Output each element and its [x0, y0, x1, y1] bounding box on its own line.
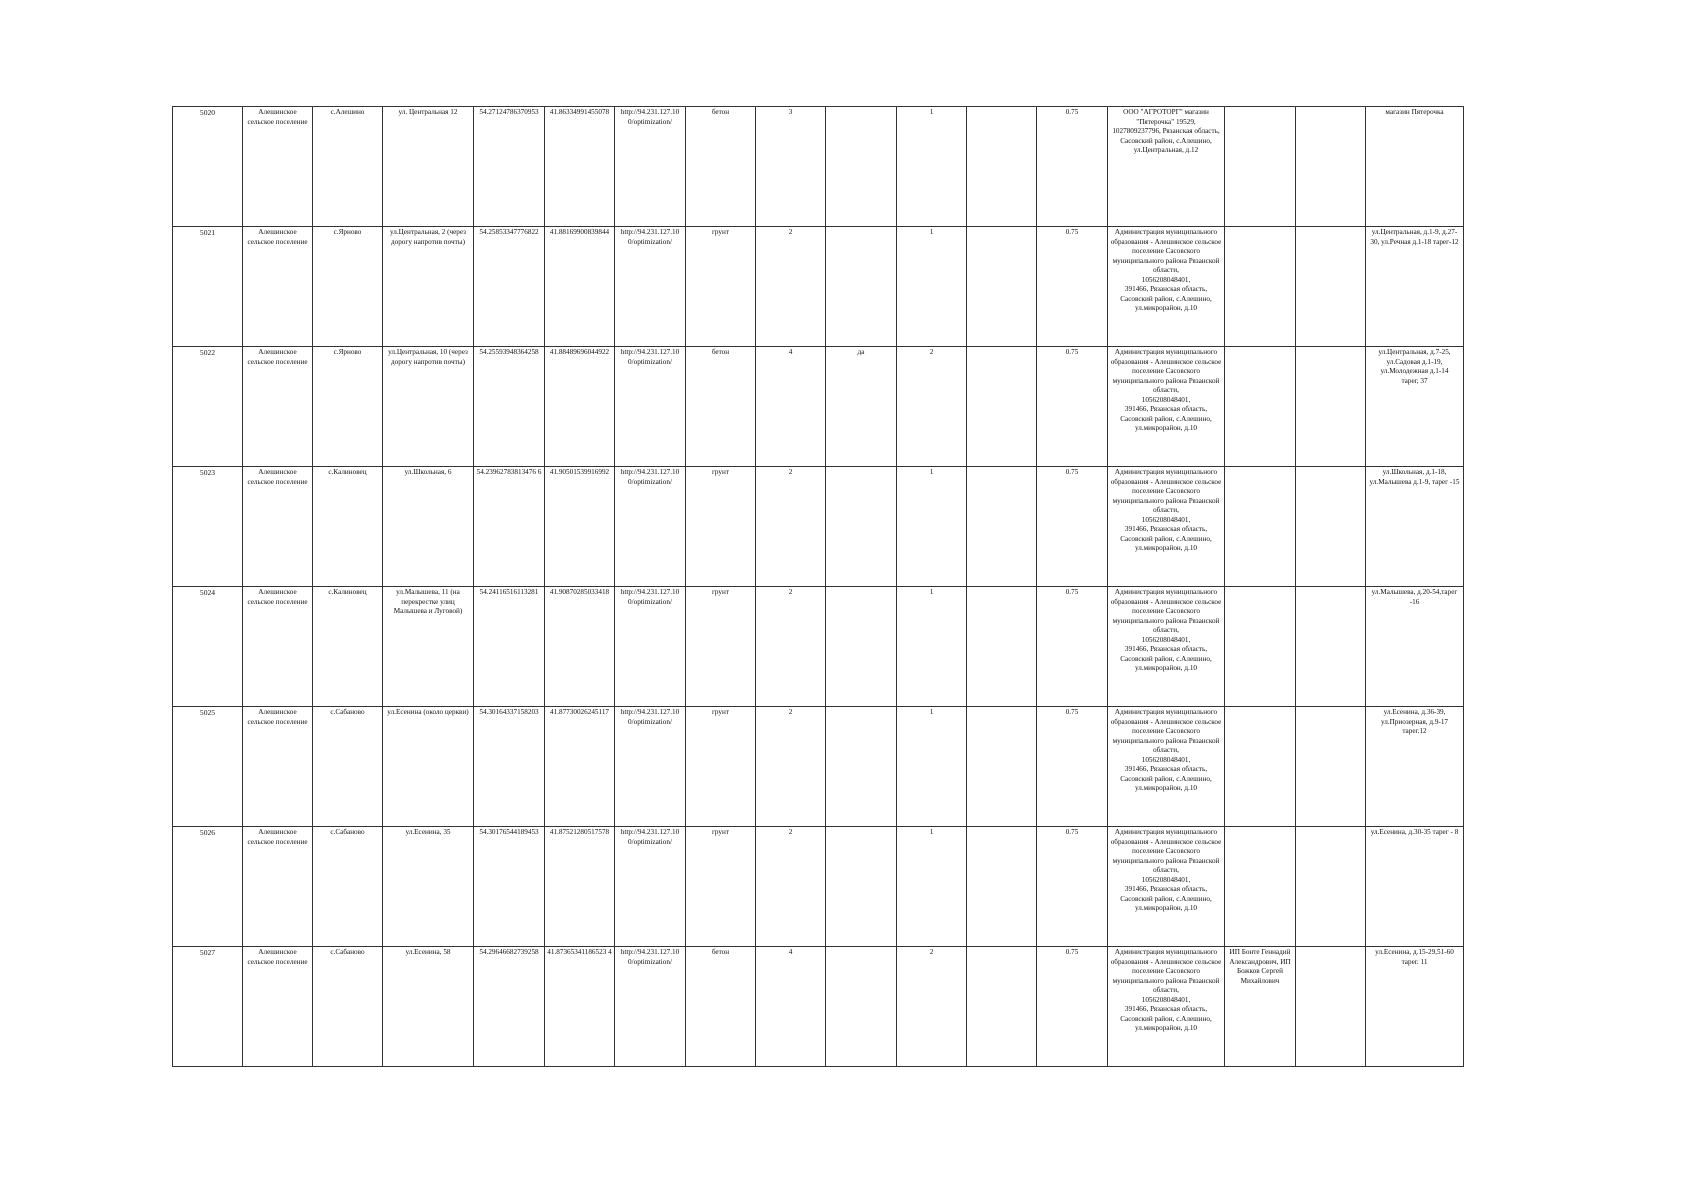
bins-count-cell: 1 — [897, 827, 967, 947]
other-source-cell — [1225, 827, 1296, 947]
area-cell: 2 — [756, 467, 826, 587]
note-cell — [1296, 827, 1366, 947]
bin-volume-cell: 0.75 — [1037, 467, 1108, 587]
area-cell: 4 — [756, 947, 826, 1067]
owner-cell: Администрация муниципального образования - Алешинское сельское поселение Сасовского муниципального района Рязанской области, 1056208048401, 391466, Рязанская область, Сасовский район, с.Алешино, ул.микрорайон, д.10 — [1108, 467, 1225, 587]
served-objects-cell: магазин Пятерочка — [1366, 107, 1464, 227]
note-cell — [1296, 947, 1366, 1067]
owner-cell: Администрация муниципального образования - Алешинское сельское поселение Сасовского муниципального района Рязанской области, 1056208048401, 391466, Рязанская область, Сасовский район, с.Алешино, ул.микрорайон, д.10 — [1108, 827, 1225, 947]
owner-cell: Администрация муниципального образования - Алешинское сельское поселение Сасовского муниципального района Рязанской области, 1056208048401, 391466, Рязанская область, Сасовский район, с.Алешино, ул.микрорайон, д.10 — [1108, 707, 1225, 827]
other-source-cell — [1225, 347, 1296, 467]
map-link-cell[interactable]: http://94.231.127.10 0/optimization/ — [615, 587, 686, 707]
longitude-cell: 41.87365341186523 4 — [545, 947, 615, 1067]
bins-count-cell: 1 — [897, 467, 967, 587]
other-source-cell — [1225, 467, 1296, 587]
surface-cell: грунт — [686, 587, 756, 707]
bin-volume-cell: 0.75 — [1037, 587, 1108, 707]
address-cell: ул.Малышева, 11 (на перекрестке улиц Малышева и Луговой) — [383, 587, 474, 707]
row-number: 5026 — [173, 827, 243, 947]
address-cell: ул. Центральная 12 — [383, 107, 474, 227]
map-link-cell[interactable]: http://94.231.127.10 0/optimization/ — [615, 467, 686, 587]
longitude-cell: 41.86334991455078 — [545, 107, 615, 227]
row-number: 5024 — [173, 587, 243, 707]
bins-count-cell: 2 — [897, 347, 967, 467]
longitude-cell: 41.88169900839844 — [545, 227, 615, 347]
fence-cell — [826, 467, 897, 587]
village-cell: с.Ярново — [313, 227, 383, 347]
area-cell: 3 — [756, 107, 826, 227]
planned-bins-cell — [967, 107, 1037, 227]
note-cell — [1296, 347, 1366, 467]
other-source-cell — [1225, 107, 1296, 227]
fence-cell: да — [826, 347, 897, 467]
village-cell: с.Сабаново — [313, 707, 383, 827]
bins-count-cell: 1 — [897, 707, 967, 827]
planned-bins-cell — [967, 467, 1037, 587]
surface-cell: бетон — [686, 947, 756, 1067]
settlement-cell: Алешинское сельское поселение — [243, 227, 313, 347]
village-cell: с.Калиновец — [313, 467, 383, 587]
row-number: 5025 — [173, 707, 243, 827]
address-cell: ул.Есенина (около церкви) — [383, 707, 474, 827]
planned-bins-cell — [967, 947, 1037, 1067]
table-body — [173, 107, 1464, 1067]
served-objects-cell: ул.Центральная, д.1-9, д.27-30, ул.Речная д.1-18 тарег-12 — [1366, 227, 1464, 347]
latitude-cell: 54.25853347776822 — [474, 227, 545, 347]
surface-cell: грунт — [686, 467, 756, 587]
planned-bins-cell — [967, 227, 1037, 347]
address-cell: ул.Центральная, 10 (через дорогу напротив почты) — [383, 347, 474, 467]
latitude-cell: 54.25593948364258 — [474, 347, 545, 467]
served-objects-cell: ул.Есенина, д.30-35 тарег - 8 — [1366, 827, 1464, 947]
fence-cell — [826, 227, 897, 347]
latitude-cell: 54.24116516113281 — [474, 587, 545, 707]
latitude-cell: 54.30164337158203 — [474, 707, 545, 827]
area-cell: 2 — [756, 707, 826, 827]
planned-bins-cell — [967, 707, 1037, 827]
other-source-cell — [1225, 707, 1296, 827]
note-cell — [1296, 107, 1366, 227]
longitude-cell: 41.87730026245117 — [545, 707, 615, 827]
latitude-cell: 54.23962783813476 6 — [474, 467, 545, 587]
owner-cell: Администрация муниципального образования - Алешинское сельское поселение Сасовского муниципального района Рязанской области, 1056208048401, 391466, Рязанская область, Сасовский район, с.Алешино, ул.микрорайон, д.10 — [1108, 227, 1225, 347]
address-cell: ул.Центральная, 2 (через дорогу напротив почты) — [383, 227, 474, 347]
village-cell: с.Алешино — [313, 107, 383, 227]
longitude-cell: 41.90501539916992 — [545, 467, 615, 587]
fence-cell — [826, 587, 897, 707]
planned-bins-cell — [967, 827, 1037, 947]
table-row — [173, 707, 1464, 827]
owner-cell: ООО "АГРОТОРГ" магазин "Пятерочка" 19529, 1027809237796, Рязанская область, Сасовский район, с.Алешино, ул.Центральная, д.12 — [1108, 107, 1225, 227]
note-cell — [1296, 467, 1366, 587]
bin-volume-cell: 0.75 — [1037, 707, 1108, 827]
surface-cell: грунт — [686, 707, 756, 827]
owner-cell: Администрация муниципального образования - Алешинское сельское поселение Сасовского муниципального района Рязанской области, 1056208048401, 391466, Рязанская область, Сасовский район, с.Алешино, ул.микрорайон, д.10 — [1108, 947, 1225, 1067]
map-link-cell[interactable]: http://94.231.127.10 0/optimization/ — [615, 107, 686, 227]
settlement-cell: Алешинское сельское поселение — [243, 107, 313, 227]
area-cell: 2 — [756, 227, 826, 347]
address-cell: ул.Есенина, 35 — [383, 827, 474, 947]
table-row — [173, 107, 1464, 227]
bins-count-cell: 2 — [897, 947, 967, 1067]
map-link-cell[interactable]: http://94.231.127.10 0/optimization/ — [615, 227, 686, 347]
longitude-cell: 41.90870285033418 — [545, 587, 615, 707]
note-cell — [1296, 227, 1366, 347]
longitude-cell: 41.88489696044922 — [545, 347, 615, 467]
row-number: 5020 — [173, 107, 243, 227]
bins-count-cell: 1 — [897, 107, 967, 227]
planned-bins-cell — [967, 587, 1037, 707]
bin-volume-cell: 0.75 — [1037, 347, 1108, 467]
map-link-cell[interactable]: http://94.231.127.10 0/optimization/ — [615, 827, 686, 947]
surface-cell: бетон — [686, 107, 756, 227]
area-cell: 2 — [756, 587, 826, 707]
longitude-cell: 41.87521280517578 — [545, 827, 615, 947]
bins-count-cell: 1 — [897, 227, 967, 347]
owner-cell: Администрация муниципального образования - Алешинское сельское поселение Сасовского муниципального района Рязанской области, 1056208048401, 391466, Рязанская область, Сасовский район, с.Алешино, ул.микрорайон, д.10 — [1108, 347, 1225, 467]
village-cell: с.Сабаново — [313, 827, 383, 947]
bin-volume-cell: 0.75 — [1037, 107, 1108, 227]
served-objects-cell: ул.Есенина, д.15-29,51-60 тарег. 11 — [1366, 947, 1464, 1067]
address-cell: ул.Школьная, 6 — [383, 467, 474, 587]
bin-volume-cell: 0.75 — [1037, 827, 1108, 947]
table-row — [173, 587, 1464, 707]
waste-sites-table — [172, 106, 1464, 1067]
settlement-cell: Алешинское сельское поселение — [243, 827, 313, 947]
fence-cell — [826, 707, 897, 827]
row-number: 5022 — [173, 347, 243, 467]
latitude-cell: 54.27124786370953 — [474, 107, 545, 227]
map-link-cell[interactable]: http://94.231.127.10 0/optimization/ — [615, 347, 686, 467]
table-row — [173, 347, 1464, 467]
surface-cell: бетон — [686, 347, 756, 467]
village-cell: с.Сабаново — [313, 947, 383, 1067]
served-objects-cell: ул.Центральная, д.7-25, ул.Садовая д.1-19, ул.Молодежная д.1-14 тарег, 37 — [1366, 347, 1464, 467]
settlement-cell: Алешинское сельское поселение — [243, 587, 313, 707]
row-number: 5027 — [173, 947, 243, 1067]
address-cell: ул.Есенина, 58 — [383, 947, 474, 1067]
owner-cell: Администрация муниципального образования - Алешинское сельское поселение Сасовского муниципального района Рязанской области, 1056208048401, 391466, Рязанская область, Сасовский район, с.Алешино, ул.микрорайон, д.10 — [1108, 587, 1225, 707]
served-objects-cell: ул.Есенина, д.36-39, ул.Приозерная, д.9-17 тарег.12 — [1366, 707, 1464, 827]
bin-volume-cell: 0.75 — [1037, 947, 1108, 1067]
fence-cell — [826, 947, 897, 1067]
latitude-cell: 54.30176544189453 — [474, 827, 545, 947]
area-cell: 4 — [756, 347, 826, 467]
note-cell — [1296, 707, 1366, 827]
bins-count-cell: 1 — [897, 587, 967, 707]
village-cell: с.Ярново — [313, 347, 383, 467]
other-source-cell: ИП Бонте Геннадий Александрович, ИП Божков Сергей Михайлович — [1225, 947, 1296, 1067]
surface-cell: грунт — [686, 827, 756, 947]
registry-page — [172, 106, 1464, 1067]
other-source-cell — [1225, 227, 1296, 347]
served-objects-cell: ул.Школьная, д.1-18, ул.Малышева д.1-9, тарег -15 — [1366, 467, 1464, 587]
note-cell — [1296, 587, 1366, 707]
other-source-cell — [1225, 587, 1296, 707]
surface-cell: грунт — [686, 227, 756, 347]
planned-bins-cell — [967, 347, 1037, 467]
settlement-cell: Алешинское сельское поселение — [243, 947, 313, 1067]
area-cell: 2 — [756, 827, 826, 947]
row-number: 5023 — [173, 467, 243, 587]
table-row — [173, 827, 1464, 947]
fence-cell — [826, 107, 897, 227]
row-number: 5021 — [173, 227, 243, 347]
fence-cell — [826, 827, 897, 947]
settlement-cell: Алешинское сельское поселение — [243, 467, 313, 587]
map-link-cell[interactable]: http://94.231.127.10 0/optimization/ — [615, 947, 686, 1067]
settlement-cell: Алешинское сельское поселение — [243, 347, 313, 467]
village-cell: с.Калиновец — [313, 587, 383, 707]
settlement-cell: Алешинское сельское поселение — [243, 707, 313, 827]
served-objects-cell: ул.Малышева, д.20-54,тарег -16 — [1366, 587, 1464, 707]
table-row — [173, 227, 1464, 347]
latitude-cell: 54.29646682739258 — [474, 947, 545, 1067]
bin-volume-cell: 0.75 — [1037, 227, 1108, 347]
table-row — [173, 467, 1464, 587]
map-link-cell[interactable]: http://94.231.127.10 0/optimization/ — [615, 707, 686, 827]
table-row — [173, 947, 1464, 1067]
